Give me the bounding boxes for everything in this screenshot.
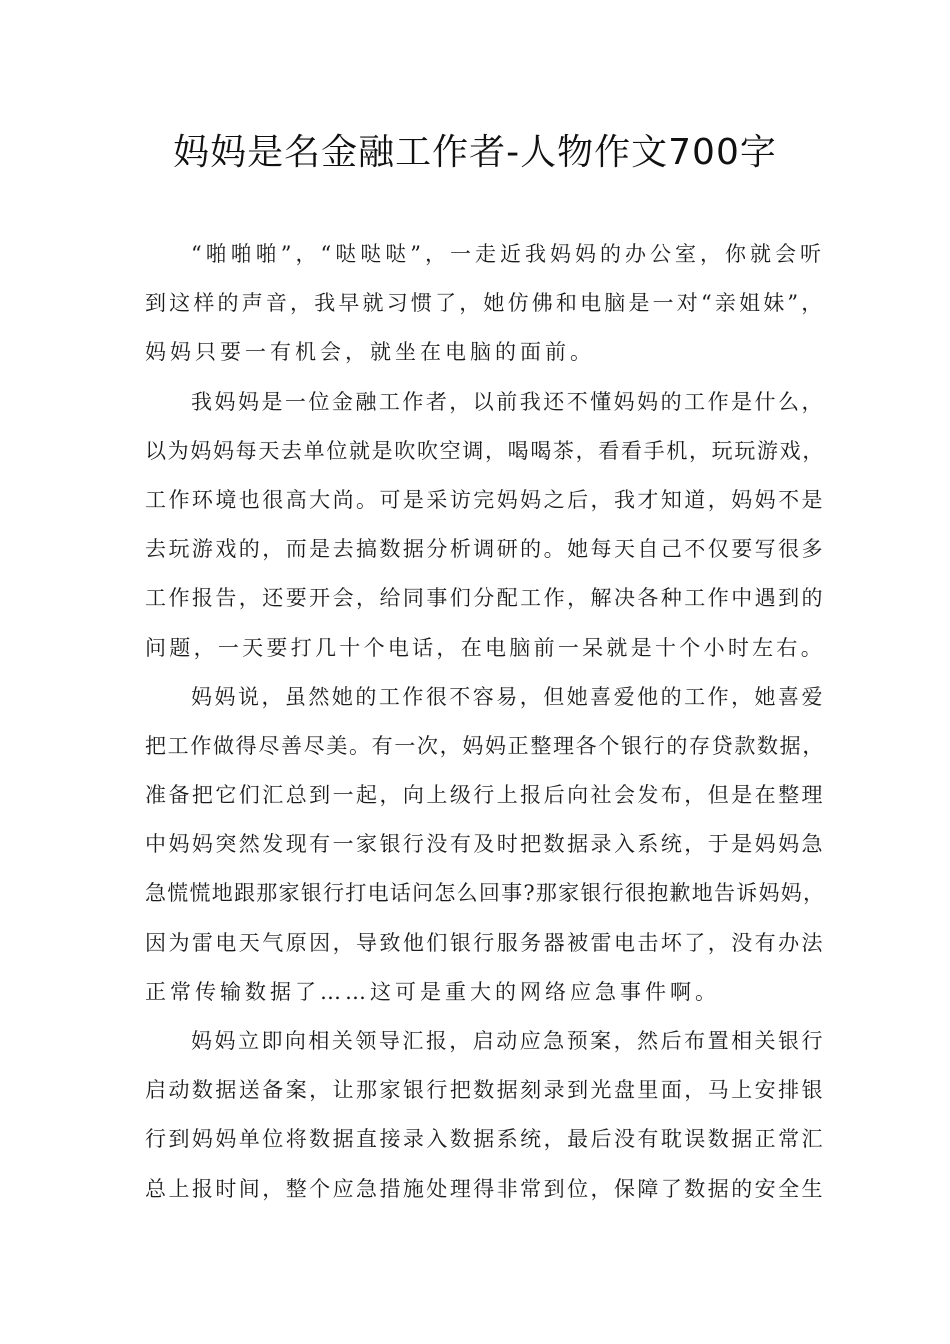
essay-body bbox=[145, 230, 825, 1214]
text-line: “啪啪啪”，“哒哒哒”，一走近我妈妈的办公室，你就会听 bbox=[191, 242, 825, 266]
text-line: 因为雷电天气原因，导致他们银行服务器被雷电击坏了，没有办法 bbox=[145, 930, 825, 955]
text-line: 准备把它们汇总到一起，向上级行上报后向社会发布，但是在整理 bbox=[145, 783, 825, 808]
text-line: 去玩游戏的，而是去搞数据分析调研的。她每天自己不仅要写很多 bbox=[145, 537, 825, 562]
text-line: 急慌慌地跟那家银行打电话问怎么回事?那家银行很抱歉地告诉妈妈， bbox=[145, 881, 826, 906]
text-line: 妈妈只要一有机会，就坐在电脑的面前。 bbox=[145, 340, 595, 365]
page-title: 妈妈是名金融工作者-人物作文700字 bbox=[173, 132, 777, 173]
text-line: 正常传输数据了……这可是重大的网络应急事件啊。 bbox=[145, 979, 720, 1004]
text-line: 问题，一天要打几十个电话，在电脑前一呆就是十个小时左右。 bbox=[145, 635, 825, 660]
text-line: 启动数据送备案，让那家银行把数据刻录到光盘里面，马上安排银 bbox=[145, 1078, 825, 1103]
text-line: 工作环境也很高大尚。可是采访完妈妈之后，我才知道，妈妈不是 bbox=[145, 487, 825, 512]
text-line: 行到妈妈单位将数据直接录入数据系统，最后没有耽误数据正常汇 bbox=[145, 1127, 825, 1152]
text-line: 总上报时间，整个应急措施处理得非常到位，保障了数据的安全生 bbox=[145, 1176, 825, 1201]
text-line: 以为妈妈每天去单位就是吹吹空调，喝喝茶，看看手机，玩玩游戏， bbox=[145, 438, 825, 463]
text-line: 工作报告，还要开会，给同事们分配工作，解决各种工作中遇到的 bbox=[145, 586, 825, 611]
text-line: 妈妈说，虽然她的工作很不容易，但她喜爱他的工作，她喜爱 bbox=[191, 684, 825, 709]
text-line: 到这样的声音，我早就习惯了，她仿佛和电脑是一对“亲姐妹”， bbox=[145, 291, 826, 316]
text-line: 中妈妈突然发现有一家银行没有及时把数据录入系统，于是妈妈急 bbox=[145, 832, 825, 857]
text-line: 我妈妈是一位金融工作者，以前我还不懂妈妈的工作是什么， bbox=[191, 389, 825, 414]
text-line: 把工作做得尽善尽美。有一次，妈妈正整理各个银行的存贷款数据， bbox=[145, 733, 825, 758]
text-line: 妈妈立即向相关领导汇报，启动应急预案，然后布置相关银行 bbox=[191, 1029, 825, 1053]
